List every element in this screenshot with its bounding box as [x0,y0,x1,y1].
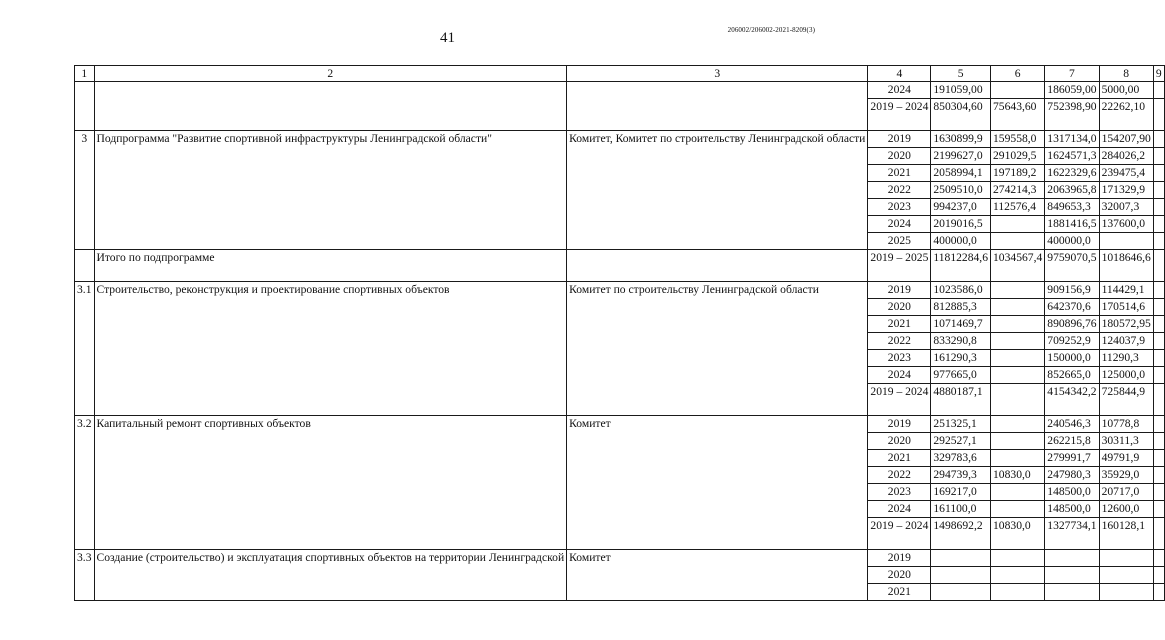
regional-budget-cell: 148500,0 [1045,501,1099,518]
total-amount-cell: 1498692,2 [931,518,991,550]
total-amount-cell: 169217,0 [931,484,991,501]
other-sources-cell [1153,584,1164,601]
local-budget-cell: 35929,0 [1099,467,1153,484]
year-cell: 2023 [868,199,931,216]
total-amount-cell: 994237,0 [931,199,991,216]
local-budget-cell [1099,550,1153,567]
local-budget-cell [1099,567,1153,584]
column-header: 5 [931,66,991,82]
local-budget-cell: 284026,2 [1099,148,1153,165]
regional-budget-cell: 1624571,3 [1045,148,1099,165]
year-cell: 2021 [868,316,931,333]
local-budget-cell: 124037,9 [1099,333,1153,350]
total-amount-cell: 4880187,1 [931,384,991,416]
federal-budget-cell [991,367,1045,384]
table-body [75,66,1165,601]
federal-budget-cell [991,550,1045,567]
local-budget-cell: 160128,1 [1099,518,1153,550]
local-budget-cell: 49791,9 [1099,450,1153,467]
other-sources-cell [1153,148,1164,165]
year-cell: 2023 [868,350,931,367]
year-cell: 2023 [868,484,931,501]
other-sources-cell [1153,131,1164,148]
other-sources-cell [1153,350,1164,367]
year-cell: 2021 [868,165,931,182]
page-number: 41 [440,30,455,46]
responsible-executor-cell: Комитет по строительству Ленинградской области [567,282,868,416]
item-name-cell: Капитальный ремонт спортивных объектов [94,416,567,550]
regional-budget-cell: 262215,8 [1045,433,1099,450]
regional-budget-cell: 247980,3 [1045,467,1099,484]
federal-budget-cell [991,333,1045,350]
local-budget-cell: 11290,3 [1099,350,1153,367]
item-number-cell: 3.2 [75,416,95,550]
total-amount-cell: 251325,1 [931,416,991,433]
other-sources-cell [1153,467,1164,484]
document-code: 206002/206002-2021-8209(3) [727,26,815,34]
total-amount-cell: 11812284,6 [931,250,991,282]
program-financing-table [74,65,1165,601]
other-sources-cell [1153,82,1164,99]
local-budget-cell: 725844,9 [1099,384,1153,416]
item-name-cell: Подпрограмма "Развитие спортивной инфраструктуры Ленинградской области" [94,131,567,250]
local-budget-cell: 22262,10 [1099,99,1153,131]
federal-budget-cell [991,216,1045,233]
regional-budget-cell: 279991,7 [1045,450,1099,467]
item-number-cell: 3.1 [75,282,95,416]
year-cell: 2019 – 2024 [868,99,931,131]
local-budget-cell [1099,233,1153,250]
total-amount-cell [931,550,991,567]
regional-budget-cell: 890896,76 [1045,316,1099,333]
local-budget-cell: 137600,0 [1099,216,1153,233]
table-row [75,131,1165,148]
regional-budget-cell: 1317134,0 [1045,131,1099,148]
other-sources-cell [1153,333,1164,350]
other-sources-cell [1153,567,1164,584]
local-budget-cell: 10778,8 [1099,416,1153,433]
other-sources-cell [1153,299,1164,316]
year-cell: 2021 [868,450,931,467]
federal-budget-cell: 75643,60 [991,99,1045,131]
federal-budget-cell [991,450,1045,467]
year-cell: 2019 [868,131,931,148]
year-cell: 2020 [868,148,931,165]
regional-budget-cell [1045,550,1099,567]
total-amount-cell: 833290,8 [931,333,991,350]
local-budget-cell [1099,584,1153,601]
year-cell: 2024 [868,82,931,99]
total-amount-cell [931,567,991,584]
table-row [75,282,1165,299]
regional-budget-cell: 240546,3 [1045,416,1099,433]
local-budget-cell: 180572,95 [1099,316,1153,333]
federal-budget-cell [991,316,1045,333]
item-number-cell [75,250,95,282]
column-header: 6 [991,66,1045,82]
year-cell: 2024 [868,501,931,518]
year-cell: 2019 – 2024 [868,518,931,550]
federal-budget-cell [991,282,1045,299]
year-cell: 2020 [868,433,931,450]
local-budget-cell: 32007,3 [1099,199,1153,216]
other-sources-cell [1153,165,1164,182]
item-name-cell: Строительство, реконструкция и проектирование спортивных объектов [94,282,567,416]
federal-budget-cell: 112576,4 [991,199,1045,216]
year-cell: 2024 [868,367,931,384]
table-row [75,416,1165,433]
regional-budget-cell: 849653,3 [1045,199,1099,216]
federal-budget-cell [991,82,1045,99]
regional-budget-cell: 400000,0 [1045,233,1099,250]
regional-budget-cell [1045,584,1099,601]
regional-budget-cell: 642370,6 [1045,299,1099,316]
item-number-cell: 3 [75,131,95,250]
federal-budget-cell: 197189,2 [991,165,1045,182]
total-amount-cell: 2058994,1 [931,165,991,182]
regional-budget-cell: 9759070,5 [1045,250,1099,282]
federal-budget-cell [991,584,1045,601]
total-amount-cell: 977665,0 [931,367,991,384]
other-sources-cell [1153,484,1164,501]
other-sources-cell [1153,199,1164,216]
year-cell: 2025 [868,233,931,250]
regional-budget-cell: 150000,0 [1045,350,1099,367]
federal-budget-cell [991,484,1045,501]
other-sources-cell [1153,282,1164,299]
regional-budget-cell: 4154342,2 [1045,384,1099,416]
other-sources-cell [1153,384,1164,416]
total-amount-cell: 2019016,5 [931,216,991,233]
regional-budget-cell: 1327734,1 [1045,518,1099,550]
total-amount-cell: 329783,6 [931,450,991,467]
total-amount-cell: 161100,0 [931,501,991,518]
other-sources-cell [1153,250,1164,282]
item-name-cell [94,82,567,131]
total-amount-cell: 1630899,9 [931,131,991,148]
year-cell: 2019 [868,416,931,433]
year-cell: 2019 [868,550,931,567]
regional-budget-cell: 852665,0 [1045,367,1099,384]
table-row [75,250,1165,282]
total-amount-cell: 191059,00 [931,82,991,99]
column-header: 9 [1153,66,1164,82]
column-header: 4 [868,66,931,82]
local-budget-cell: 20717,0 [1099,484,1153,501]
federal-budget-cell [991,384,1045,416]
item-name-cell: Создание (строительство) и эксплуатация спортивных объектов на территории Ленинградской [94,550,567,601]
other-sources-cell [1153,433,1164,450]
federal-budget-cell [991,233,1045,250]
year-cell: 2021 [868,584,931,601]
other-sources-cell [1153,316,1164,333]
federal-budget-cell: 10830,0 [991,518,1045,550]
responsible-executor-cell: Комитет [567,550,868,601]
year-cell: 2020 [868,299,931,316]
federal-budget-cell [991,433,1045,450]
federal-budget-cell: 1034567,4 [991,250,1045,282]
total-amount-cell: 2509510,0 [931,182,991,199]
local-budget-cell: 114429,1 [1099,282,1153,299]
local-budget-cell: 125000,0 [1099,367,1153,384]
regional-budget-cell: 1622329,6 [1045,165,1099,182]
federal-budget-cell: 291029,5 [991,148,1045,165]
federal-budget-cell [991,501,1045,518]
other-sources-cell [1153,550,1164,567]
local-budget-cell: 170514,6 [1099,299,1153,316]
total-amount-cell: 2199627,0 [931,148,991,165]
table-row [75,550,1165,567]
local-budget-cell: 12600,0 [1099,501,1153,518]
total-amount-cell: 1023586,0 [931,282,991,299]
other-sources-cell [1153,233,1164,250]
other-sources-cell [1153,367,1164,384]
year-cell: 2019 – 2025 [868,250,931,282]
federal-budget-cell [991,567,1045,584]
year-cell: 2024 [868,216,931,233]
column-header: 2 [94,66,567,82]
other-sources-cell [1153,416,1164,433]
total-amount-cell: 400000,0 [931,233,991,250]
year-cell: 2022 [868,467,931,484]
other-sources-cell [1153,216,1164,233]
responsible-executor-cell: Комитет [567,416,868,550]
total-amount-cell: 294739,3 [931,467,991,484]
regional-budget-cell: 1881416,5 [1045,216,1099,233]
responsible-executor-cell [567,250,868,282]
year-cell: 2020 [868,567,931,584]
local-budget-cell: 1018646,6 [1099,250,1153,282]
regional-budget-cell: 909156,9 [1045,282,1099,299]
total-amount-cell: 812885,3 [931,299,991,316]
federal-budget-cell: 159558,0 [991,131,1045,148]
local-budget-cell: 30311,3 [1099,433,1153,450]
responsible-executor-cell: Комитет, Комитет по строительству Ленинградской области [567,131,868,250]
regional-budget-cell: 752398,90 [1045,99,1099,131]
other-sources-cell [1153,518,1164,550]
federal-budget-cell: 10830,0 [991,467,1045,484]
other-sources-cell [1153,99,1164,131]
column-header: 3 [567,66,868,82]
year-cell: 2022 [868,333,931,350]
column-header: 8 [1099,66,1153,82]
column-number-header-row [75,66,1165,82]
local-budget-cell: 171329,9 [1099,182,1153,199]
total-amount-cell [931,584,991,601]
federal-budget-cell [991,416,1045,433]
other-sources-cell [1153,450,1164,467]
local-budget-cell: 154207,90 [1099,131,1153,148]
regional-budget-cell: 2063965,8 [1045,182,1099,199]
item-number-cell: 3.3 [75,550,95,601]
total-amount-cell: 161290,3 [931,350,991,367]
responsible-executor-cell [567,82,868,131]
local-budget-cell: 239475,4 [1099,165,1153,182]
other-sources-cell [1153,501,1164,518]
federal-budget-cell [991,350,1045,367]
subtotal-label-cell: Итого по подпрограмме [94,250,567,282]
item-number-cell [75,82,95,131]
year-cell: 2022 [868,182,931,199]
other-sources-cell [1153,182,1164,199]
column-header: 7 [1045,66,1099,82]
table-row [75,82,1165,99]
total-amount-cell: 1071469,7 [931,316,991,333]
year-cell: 2019 [868,282,931,299]
year-cell: 2019 – 2024 [868,384,931,416]
total-amount-cell: 292527,1 [931,433,991,450]
federal-budget-cell: 274214,3 [991,182,1045,199]
column-header: 1 [75,66,95,82]
federal-budget-cell [991,299,1045,316]
regional-budget-cell: 186059,00 [1045,82,1099,99]
regional-budget-cell [1045,567,1099,584]
total-amount-cell: 850304,60 [931,99,991,131]
local-budget-cell: 5000,00 [1099,82,1153,99]
regional-budget-cell: 709252,9 [1045,333,1099,350]
regional-budget-cell: 148500,0 [1045,484,1099,501]
